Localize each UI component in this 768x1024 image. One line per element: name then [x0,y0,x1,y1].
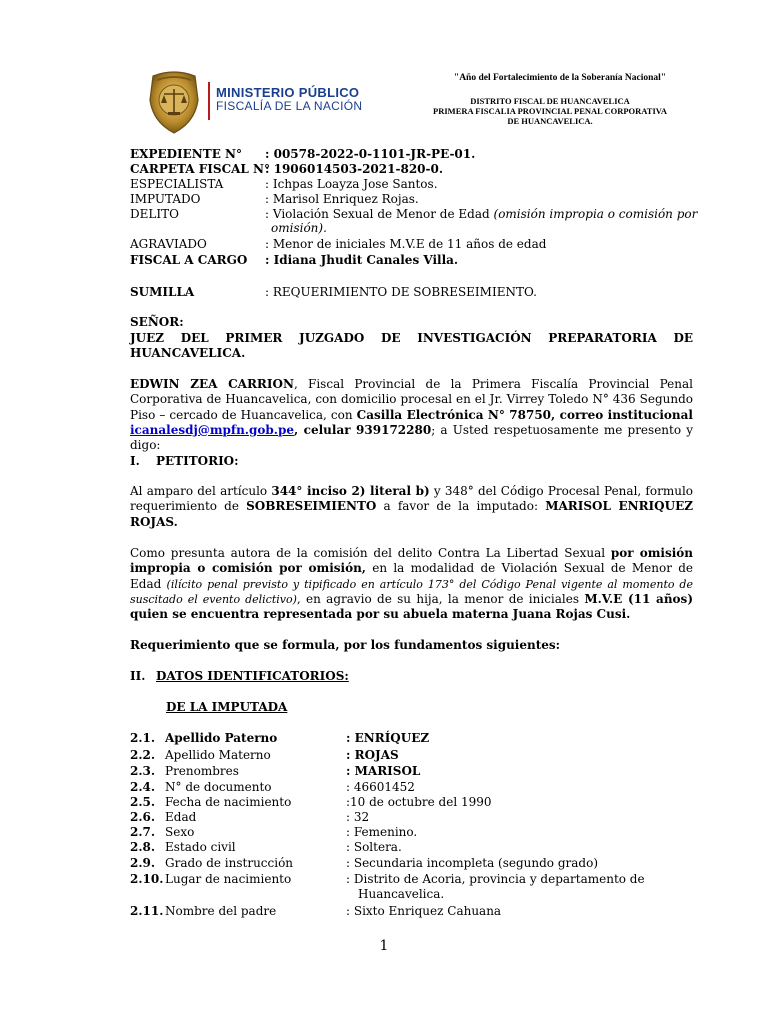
datos-number: II. [130,669,146,683]
email-link[interactable]: icanalesdj@mpfn.gob.pe [130,422,294,437]
row-label: N° de documento [165,780,272,794]
juez-line-1: JUEZ DEL PRIMER JUZGADO DE INVESTIGACIÓN PREPARATORIA DE [130,331,693,345]
logo-divider [208,82,210,120]
p2-legal-note: (ilícito penal previsto y tipificado en artículo 173° del Código Penal vigente al momento de suscitado el evento delictivo) [130,577,693,606]
imputado-value: : Marisol Enriquez Rojas. [265,192,419,206]
p2-text-c: en la modalidad de Violación Sexual de Menor de Edad [130,561,693,591]
row-label: Sexo [165,825,195,839]
datos-heading: DATOS IDENTIFICATORIOS: [156,669,349,683]
institution-line-3: DE HUANCAVELICA. [507,116,593,126]
p2-omision: por omisión impropia o comisión por omisión, [130,546,694,576]
institution-line-2: PRIMERA FISCALIA PROVINCIAL PENAL CORPORATIVA [433,106,667,116]
row-number: 2.1. [130,731,156,745]
row-label: Apellido Materno [165,748,271,762]
row-number: 2.3. [130,764,156,778]
p2-text-e: , en agravio de su hija, la menor de iniciales [296,591,585,606]
imputada-subheading: DE LA IMPUTADA [166,700,288,714]
row-number: 2.4. [130,780,156,794]
institution-block [410,96,690,126]
logo-line-1: MINISTERIO PÚBLICO [216,85,360,100]
row-value: : 32 [346,810,370,824]
p2-text-a: Como presunta autora de la comisión del delito Contra La Libertad Sexual [130,546,611,560]
juez-line-2: HUANCAVELICA. [130,346,246,360]
sumilla-value: : REQUERIMIENTO DE SOBRESEIMIENTO. [265,285,537,299]
petitorio-heading: PETITORIO: [156,454,239,468]
row-label: Lugar de nacimiento [165,872,292,886]
year-motto: "Año del Fortalecimiento de la Soberanía Nacional" [453,73,667,83]
row-value: : Soltera. [346,840,402,854]
row-number: 2.6. [130,810,156,824]
expediente-value: : 00578-2022-0-1101-JR-PE-01. [265,147,476,161]
p1-sobreseimiento: SOBRESEIMIENTO [246,499,377,514]
row-value: : MARISOL [346,764,421,778]
delito-value [265,207,697,222]
row-value-cont: Huancavelica. [358,887,445,901]
p1-imputada-name: MARISOL ENRIQUEZ ROJAS. [130,499,693,529]
carpeta-value: : 1906014503-2021-820-0. [265,162,444,176]
row-value: : ROJAS [346,748,399,762]
delito-italic-1: (omisión impropia o comisión por [493,207,698,221]
petitorio-number: I. [130,454,140,468]
row-number: 2.11. [130,904,164,918]
logo-text [216,86,362,113]
row-label: Prenombres [165,764,239,778]
fiscal-name: EDWIN ZEA CARRION [130,377,294,391]
row-value: : Distrito de Acoria, provincia y departamento de [346,872,645,886]
intro-paragraph [130,377,693,453]
fiscal-value: : Idiana Jhudit Canales Villa. [265,253,459,267]
row-label: Apellido Paterno [165,731,278,745]
row-value: : 46601452 [346,780,415,794]
sumilla-label: SUMILLA [130,285,195,299]
row-value: : Secundaria incompleta (segundo grado) [346,856,598,870]
p2-victim: M.V.E (11 años) quien se encuentra representada por su abuela materna Juana Rojas Cusi. [130,591,693,622]
row-value: : Sixto Enriquez Cahuana [346,904,502,918]
especialista-label: ESPECIALISTA [130,177,224,191]
petitorio-paragraph-2 [130,546,693,622]
fiscal-label: FISCAL A CARGO [130,253,248,267]
celular-text: , celular 939172280 [293,422,432,437]
delito-label: DELITO [130,207,179,221]
row-value: : Femenino. [346,825,418,839]
row-value: :10 de octubre del 1990 [346,795,492,809]
row-label: Fecha de nacimiento [165,795,292,809]
intro-text-2: ; a Usted respetuosamente me presento y digo: [130,422,693,453]
casilla-text: Casilla Electrónica N° 78750, correo institucional [356,407,693,422]
row-number: 2.9. [130,856,156,870]
intro-text-1: , Fiscal Provincial de la Primera Fiscalía Provincial Penal Corporativa de Huancavelica, con domicilio procesal en el Jr. Virrey Toledo N° 436 Segundo Piso – cercado de Huancavelica, con [130,377,693,422]
row-label: Nombre del padre [165,904,277,918]
p1-article: 344° inciso 2) literal b) [271,484,430,498]
delito-italic-2: omisión). [271,221,327,235]
p1-text-a: Al amparo del artículo [130,484,272,498]
carpeta-label: CARPETA FISCAL N° [130,162,271,176]
expediente-label: EXPEDIENTE N° [130,147,242,161]
p1-text-e: a favor de la imputado: [376,499,546,514]
p1-text-c: y 348° del Código Procesal Penal, formulo requerimiento de [130,484,694,514]
imputado-label: IMPUTADO [130,192,201,206]
delito-text: : Violación Sexual de Menor de Edad [265,207,490,221]
row-number: 2.2. [130,748,156,762]
institution-line-1: DISTRITO FISCAL DE HUANCAVELICA [470,96,630,106]
petitorio-paragraph-3: Requerimiento que se formula, por los fundamentos siguientes: [130,638,561,652]
especialista-value: : Ichpas Loayza Jose Santos. [265,177,438,191]
senor-heading: SEÑOR: [130,315,184,329]
row-value: : ENRÍQUEZ [346,731,430,745]
row-label: Edad [165,810,197,824]
agraviado-value: : Menor de iniciales M.V.E de 11 años de edad [265,237,547,251]
row-label: Grado de instrucción [165,856,294,870]
ministerio-publico-crest-icon [145,70,203,136]
logo-line-2: FISCALÍA DE LA NACIÓN [216,99,363,113]
row-number: 2.10. [130,872,164,886]
row-number: 2.7. [130,825,156,839]
row-label: Estado civil [165,840,236,854]
agraviado-label: AGRAVIADO [130,237,207,251]
page-number: 1 [379,938,389,954]
row-number: 2.8. [130,840,156,854]
petitorio-paragraph-1 [130,484,693,530]
row-number: 2.5. [130,795,156,809]
